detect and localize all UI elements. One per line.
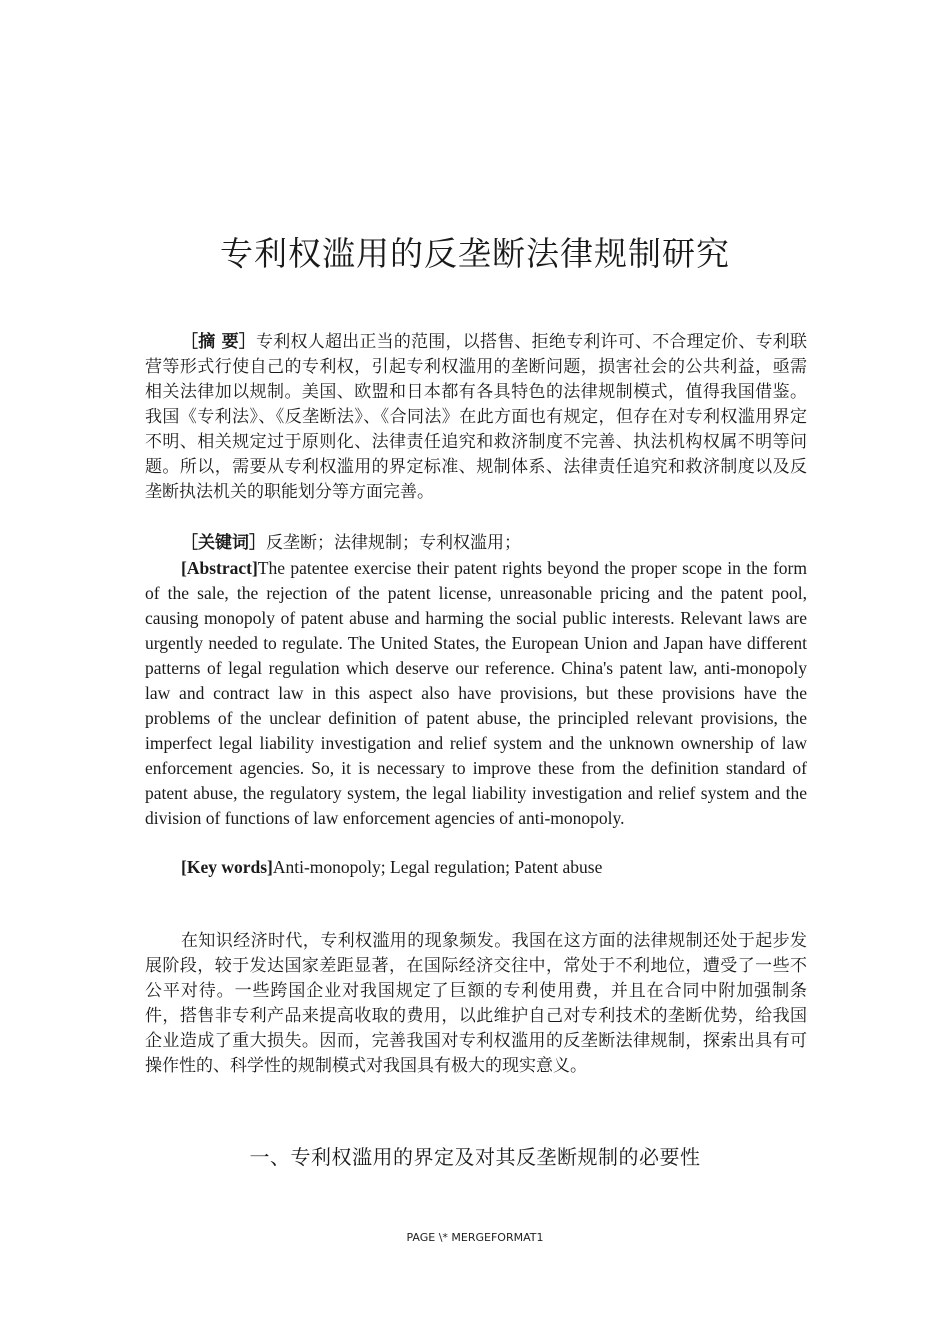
abstract-en-label: [Abstract] — [181, 558, 258, 578]
abstract-zh-block — [145, 330, 807, 505]
keywords-en — [145, 855, 807, 880]
keywords-en-label: [Key words] — [181, 857, 273, 877]
abstract-en-text: The patentee exercise their patent rights beyond the proper scope in the form of the sale, the rejection of the patent license, unreasonable pricing and the patent pool, causing monopoly of patent abuse and harming the social public interests. Relevant laws are urgently needed to regulate. The United States, the European Union and Japan have different patterns of legal regulation which deserve our reference. China's patent law, anti-monopoly law and contract law in this aspect also have provisions, but these provisions have the problems of the unclear definition of patent abuse, the principled relevant provisions, the imperfect legal liability investigation and relief system and the unknown ownership of law enforcement agencies. So, it is necessary to improve these from the definition standard of patent abuse, the regulatory system, the legal liability investigation and relief system and the division of functions of law enforcement agencies of anti-monopoly. — [145, 558, 807, 828]
keywords-zh-text: 反垄断；法律规制；专利权滥用； — [266, 533, 521, 553]
abstract-en — [145, 556, 807, 831]
abstract-zh-label: ［摘 要］ — [181, 332, 257, 352]
keywords-zh-block — [145, 531, 807, 556]
keywords-zh — [145, 531, 807, 556]
page-footer: PAGE \* MERGEFORMAT1 — [406, 1231, 544, 1244]
abstract-zh-text: 专利权人超出正当的范围，以搭售、拒绝专利许可、不合理定价、专利联营等形式行使自己的专利权，引起专利权滥用的垄断问题，损害社会的公共利益，亟需相关法律加以规制。美国、欧盟和日本都有各具特色的法律规制模式，值得我国借鉴。我国《专利法》、《反垄断法》、《合同法》在此方面也有规定，但存在对专利权滥用界定不明、相关规定过于原则化、法律责任追究和救济制度不完善、执法机构权属不明等问题。所以，需要从专利权滥用的界定标准、规制体系、法律责任追究和救济制度以及反垄断执法机关的职能划分等方面完善。 — [145, 332, 808, 502]
intro-block — [145, 929, 807, 1079]
keywords-en-block — [145, 855, 807, 880]
intro-paragraph: 在知识经济时代，专利权滥用的现象频发。我国在这方面的法律规制还处于起步发展阶段，较于发达国家差距显著，在国际经济交往中，常处于不利地位，遭受了一些不公平对待。一些跨国企业对我国规定了巨额的专利使用费，并且在合同中附加强制条件，搭售非专利产品来提高收取的费用，以此维护自己对专利技术的垄断优势，给我国企业造成了重大损失。因而，完善我国对专利权滥用的反垄断法律规制，探索出具有可操作性的、科学性的规制模式对我国具有极大的现实意义。 — [145, 931, 807, 1076]
keywords-zh-label: ［关键词］ — [181, 533, 266, 553]
abstract-zh — [145, 330, 807, 505]
paper-title: 专利权滥用的反垄断法律规制研究 — [220, 234, 730, 273]
keywords-en-text: Anti-monopoly; Legal regulation; Patent abuse — [272, 857, 603, 877]
abstract-en-block — [145, 556, 807, 831]
section-1-heading: 一、专利权滥用的界定及对其反垄断规制的必要性 — [249, 1145, 701, 1169]
